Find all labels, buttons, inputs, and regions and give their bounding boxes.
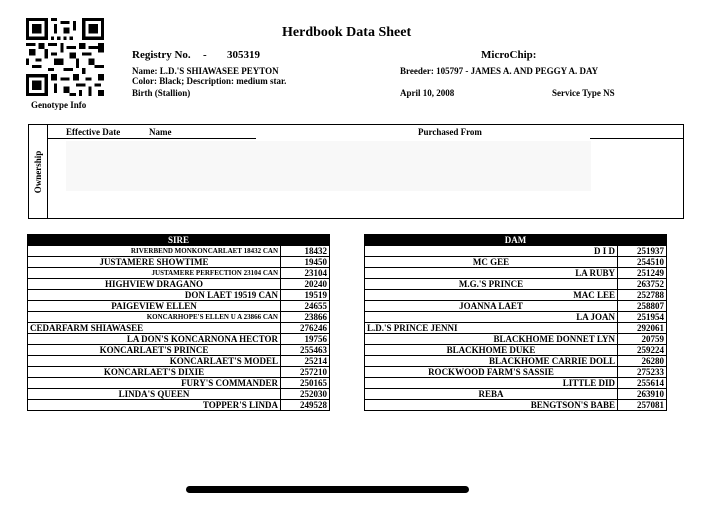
dam-reg-number-cell: 259224 xyxy=(618,345,667,356)
dam-name-cell: BLACKHOME DONNET LYN xyxy=(365,334,618,345)
ownership-divider-right xyxy=(590,138,683,139)
sire-name-cell: CEDARFARM SHIAWASEE xyxy=(28,323,281,334)
dam-reg-number-cell: 251954 xyxy=(618,312,667,323)
dam-row xyxy=(365,246,667,257)
sire-reg-number-cell: 276246 xyxy=(281,323,330,334)
purchased-from-header: Purchased From xyxy=(418,127,482,137)
dam-name-cell: ROCKWOOD FARM'S SASSIE xyxy=(365,367,618,378)
sire-reg-number-cell: 23104 xyxy=(281,268,330,279)
dam-reg-number-cell: 263910 xyxy=(618,389,667,400)
sire-table xyxy=(27,234,330,411)
microchip-label: MicroChip: xyxy=(481,49,537,61)
qr-code-icon xyxy=(26,18,104,96)
sire-row xyxy=(28,301,330,312)
dam-name-cell: D I D xyxy=(365,246,618,257)
dam-name-cell: MC GEE xyxy=(365,257,618,268)
sire-name-cell: JUSTAMERE PERFECTION 23104 CAN xyxy=(28,268,281,279)
dam-row xyxy=(365,312,667,323)
sire-name-cell: KONCARLAET'S DIXIE xyxy=(28,367,281,378)
dam-reg-number-cell: 255614 xyxy=(618,378,667,389)
dam-reg-number-cell: 258807 xyxy=(618,301,667,312)
sire-name-cell: RIVERBEND MONKONCARLAET 18432 CAN xyxy=(28,246,281,257)
sire-row xyxy=(28,257,330,268)
sire-name-cell: TOPPER'S LINDA xyxy=(28,400,281,411)
dam-row xyxy=(365,257,667,268)
sire-row xyxy=(28,400,330,411)
dam-row xyxy=(365,345,667,356)
dam-reg-number-cell: 26280 xyxy=(618,356,667,367)
sire-name-cell: KONCARLAET'S MODEL xyxy=(28,356,281,367)
sire-row xyxy=(28,378,330,389)
sire-reg-number-cell: 20240 xyxy=(281,279,330,290)
sire-reg-number-cell: 24655 xyxy=(281,301,330,312)
sire-name-cell: LINDA'S QUEEN xyxy=(28,389,281,400)
registry-number: 305319 xyxy=(227,49,260,61)
sire-reg-number-cell: 249528 xyxy=(281,400,330,411)
dam-row xyxy=(365,301,667,312)
ownership-redacted-area xyxy=(66,141,591,191)
name-header: Name xyxy=(149,127,172,137)
dam-header: DAM xyxy=(365,235,667,246)
dam-row xyxy=(365,389,667,400)
sire-reg-number-cell: 23866 xyxy=(281,312,330,323)
sire-reg-number-cell: 18432 xyxy=(281,246,330,257)
service-type: Service Type NS xyxy=(552,88,615,98)
dam-name-cell: LA JOAN xyxy=(365,312,618,323)
page-title: Herdbook Data Sheet xyxy=(282,25,412,40)
dam-reg-number-cell: 251937 xyxy=(618,246,667,257)
dam-name-cell: REBA xyxy=(365,389,618,400)
dam-row xyxy=(365,268,667,279)
dam-table xyxy=(364,234,667,411)
dam-name-cell: MAC LEE xyxy=(365,290,618,301)
sire-name-cell: JUSTAMERE SHOWTIME xyxy=(28,257,281,268)
sire-reg-number-cell: 19450 xyxy=(281,257,330,268)
ownership-divider-left xyxy=(48,138,256,139)
dam-name-cell: L.D.'S PRINCE JENNI xyxy=(365,323,618,334)
dam-row xyxy=(365,367,667,378)
sire-reg-number-cell: 25214 xyxy=(281,356,330,367)
dam-row xyxy=(365,356,667,367)
sire-reg-number-cell: 19519 xyxy=(281,290,330,301)
sire-row xyxy=(28,356,330,367)
dam-row xyxy=(365,334,667,345)
sire-row xyxy=(28,268,330,279)
sire-row xyxy=(28,290,330,301)
sire-row xyxy=(28,279,330,290)
sire-name-cell: HIGHVIEW DRAGANO xyxy=(28,279,281,290)
effective-date-header: Effective Date xyxy=(66,127,121,137)
sire-name-cell: DON LAET 19519 CAN xyxy=(28,290,281,301)
dam-reg-number-cell: 257081 xyxy=(618,400,667,411)
sire-reg-number-cell: 19756 xyxy=(281,334,330,345)
birth-sex: Birth (Stallion) xyxy=(132,88,191,98)
ownership-side-label: Ownership xyxy=(29,125,48,218)
sire-name-cell: PAIGEVIEW ELLEN xyxy=(28,301,281,312)
dam-name-cell: M.G.'S PRINCE xyxy=(365,279,618,290)
registry-label: Registry No. xyxy=(132,49,191,61)
sire-name-cell: KONCARLAET'S PRINCE xyxy=(28,345,281,356)
sire-name-cell: FURY'S COMMANDER xyxy=(28,378,281,389)
genotype-info-label: Genotype Info xyxy=(31,100,87,110)
sire-row xyxy=(28,334,330,345)
sire-reg-number-cell: 257210 xyxy=(281,367,330,378)
sire-reg-number-cell: 250165 xyxy=(281,378,330,389)
sire-row xyxy=(28,345,330,356)
dam-name-cell: LA RUBY xyxy=(365,268,618,279)
horse-name: Name: L.D.'S SHIAWASEE PEYTON xyxy=(132,66,279,76)
dam-reg-number-cell: 252788 xyxy=(618,290,667,301)
color-description: Color: Black; Description: medium star. xyxy=(132,76,287,86)
dam-row xyxy=(365,290,667,301)
dam-name-cell: BLACKHOME CARRIE DOLL xyxy=(365,356,618,367)
sire-row xyxy=(28,246,330,257)
breeder-info: Breeder: 105797 - JAMES A. AND PEGGY A. DAY xyxy=(400,66,599,76)
dam-row xyxy=(365,378,667,389)
sire-reg-number-cell: 255463 xyxy=(281,345,330,356)
dam-reg-number-cell: 275233 xyxy=(618,367,667,378)
sire-header: SIRE xyxy=(28,235,330,246)
dam-row xyxy=(365,400,667,411)
birth-date: April 10, 2008 xyxy=(400,88,455,98)
sire-row xyxy=(28,389,330,400)
sire-name-cell: LA DON'S KONCARNONA HECTOR xyxy=(28,334,281,345)
dam-reg-number-cell: 251249 xyxy=(618,268,667,279)
ownership-box xyxy=(28,124,684,219)
sire-row xyxy=(28,312,330,323)
sire-row xyxy=(28,367,330,378)
horizontal-scrollbar[interactable] xyxy=(186,486,469,493)
registry-dash: - xyxy=(203,49,207,61)
dam-name-cell: LITTLE DID xyxy=(365,378,618,389)
dam-reg-number-cell: 263752 xyxy=(618,279,667,290)
dam-name-cell: BENGTSON'S BABE xyxy=(365,400,618,411)
sire-reg-number-cell: 252030 xyxy=(281,389,330,400)
dam-name-cell: BLACKHOME DUKE xyxy=(365,345,618,356)
dam-reg-number-cell: 292061 xyxy=(618,323,667,334)
dam-name-cell: JOANNA LAET xyxy=(365,301,618,312)
sire-name-cell: KONCARHOPE'S ELLEN U A 23866 CAN xyxy=(28,312,281,323)
sire-row xyxy=(28,323,330,334)
dam-row xyxy=(365,279,667,290)
dam-row xyxy=(365,323,667,334)
dam-reg-number-cell: 20759 xyxy=(618,334,667,345)
dam-reg-number-cell: 254510 xyxy=(618,257,667,268)
